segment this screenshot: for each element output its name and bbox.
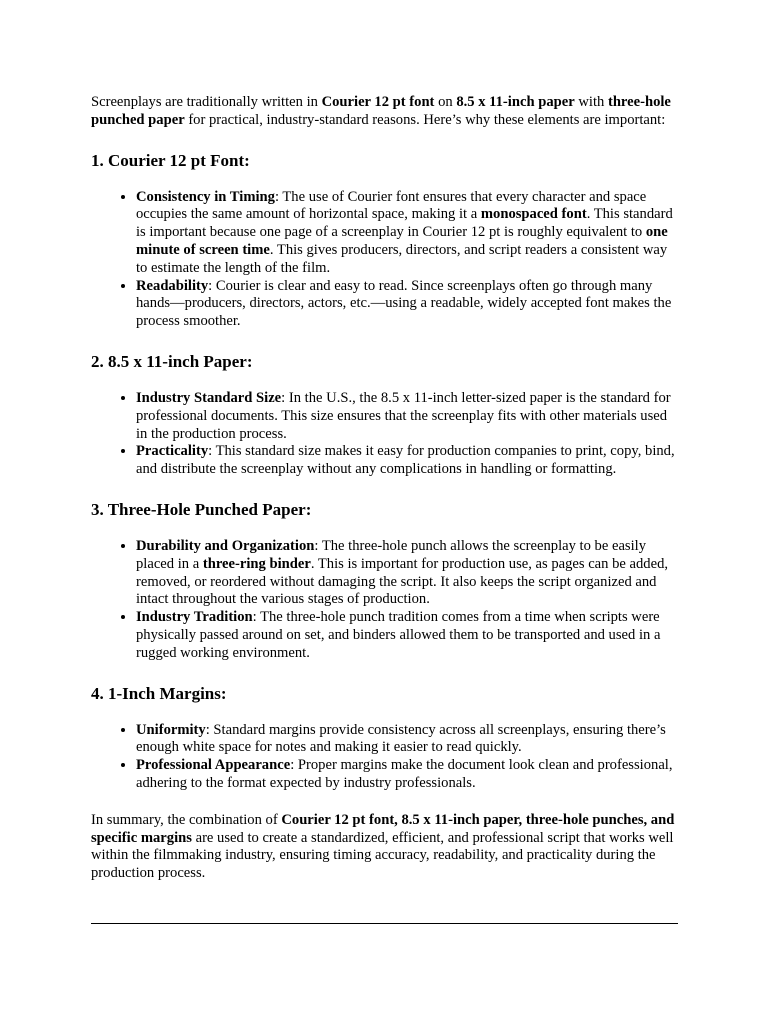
bullet-term: Durability and Organization	[136, 537, 315, 554]
list-item	[136, 278, 681, 331]
bullet-text: . This gives producers, directors, and script readers a consistent way to estimate the length of the film.	[136, 241, 668, 276]
intro-bold-font: Courier 12 pt font	[321, 94, 435, 110]
intro-text: with	[574, 94, 608, 110]
section-heading-font: 1. Courier 12 pt Font:	[91, 150, 250, 170]
intro-text: Screenplays are traditionally written in	[91, 94, 322, 110]
bullet-bold: one minute of screen time	[136, 224, 668, 258]
horizontal-rule	[91, 923, 678, 924]
bullet-text: : This standard size makes it easy for production companies to print, copy, bind, and distribute the screenplay without any complications in handling or formatting.	[136, 443, 675, 478]
intro-text: on	[434, 94, 457, 110]
bullet-text: . This is important for production use, as pages can be added, removed, or reordered without damaging the script. It also keeps the script organized and intact throughout the various stages of production.	[136, 555, 669, 608]
bullet-text: : In the U.S., the 8.5 x 11-inch letter-sized paper is the standard for professional documents. This size ensures that the screenplay fits with other materials used in the production process.	[136, 389, 671, 442]
summary-text: are used to create a standardized, efficient, and professional script that works well within the filmmaking industry, ensuring timing accuracy, readability, and practicality during the production process.	[91, 829, 674, 882]
list-item	[136, 538, 681, 609]
margins-bullet-list	[91, 722, 681, 793]
three-hole-bullet-list	[91, 538, 681, 663]
bullet-text: : Proper margins make the document look clean and professional, adhering to the format expected by industry professionals.	[136, 757, 673, 791]
summary-text: In summary, the combination of	[91, 811, 282, 828]
list-item	[136, 390, 681, 443]
list-item	[136, 609, 681, 662]
section-heading-paper: 2. 8.5 x 11-inch Paper:	[91, 351, 253, 371]
bullet-term: Practicality	[136, 443, 209, 460]
bullet-term: Readability	[136, 277, 209, 294]
summary-bold: Courier 12 pt font, 8.5 x 11-inch paper, three-hole punches, and specific margins	[91, 811, 675, 846]
font-bullet-list	[91, 189, 681, 331]
intro-paragraph	[91, 94, 681, 130]
list-item	[136, 722, 681, 758]
document-body	[91, 94, 681, 883]
bullet-term: Professional Appearance	[136, 757, 291, 774]
bullet-bold: monospaced font	[480, 206, 587, 223]
list-item	[136, 443, 681, 479]
bullet-term: Consistency in Timing	[136, 188, 275, 205]
intro-bold-punched: three-hole punched paper	[91, 94, 671, 128]
bullet-term: Industry Tradition	[136, 609, 253, 626]
bullet-term: Industry Standard Size	[136, 389, 282, 406]
bullet-text: : Courier is clear and easy to read. Since screenplays often go through many hands—producers, directors, actors, etc.—using a readable, widely accepted font makes the process smoother.	[136, 277, 672, 330]
bullet-text: : The three-hole punch allows the screenplay to be easily placed in a	[136, 537, 647, 572]
list-item	[136, 757, 681, 793]
section-heading-three-hole: 3. Three-Hole Punched Paper:	[91, 499, 312, 519]
bullet-bold: three-ring binder	[202, 555, 311, 572]
bullet-text: : Standard margins provide consistency across all screenplays, ensuring there’s enough white space for notes and making it easier to read quickly.	[136, 721, 666, 756]
section-heading-margins: 4. 1-Inch Margins:	[91, 683, 227, 703]
bullet-text: : The use of Courier font ensures that every character and space occupies the same amount of horizontal space, making it a	[136, 188, 647, 223]
paper-bullet-list	[91, 390, 681, 479]
summary-paragraph	[91, 812, 681, 883]
bullet-text: . This standard is important because one page of a screenplay in Courier 12 pt is roughly equivalent to	[136, 206, 673, 241]
bullet-term: Uniformity	[136, 721, 206, 738]
intro-text: for practical, industry-standard reasons. Here’s why these elements are important:	[184, 111, 666, 128]
list-item	[136, 189, 681, 278]
bullet-text: : The three-hole punch tradition comes from a time when scripts were physically passed around on set, and binders allowed them to be transported and used in a rugged working environment.	[136, 609, 661, 661]
intro-bold-paper: 8.5 x 11-inch paper	[456, 94, 575, 110]
